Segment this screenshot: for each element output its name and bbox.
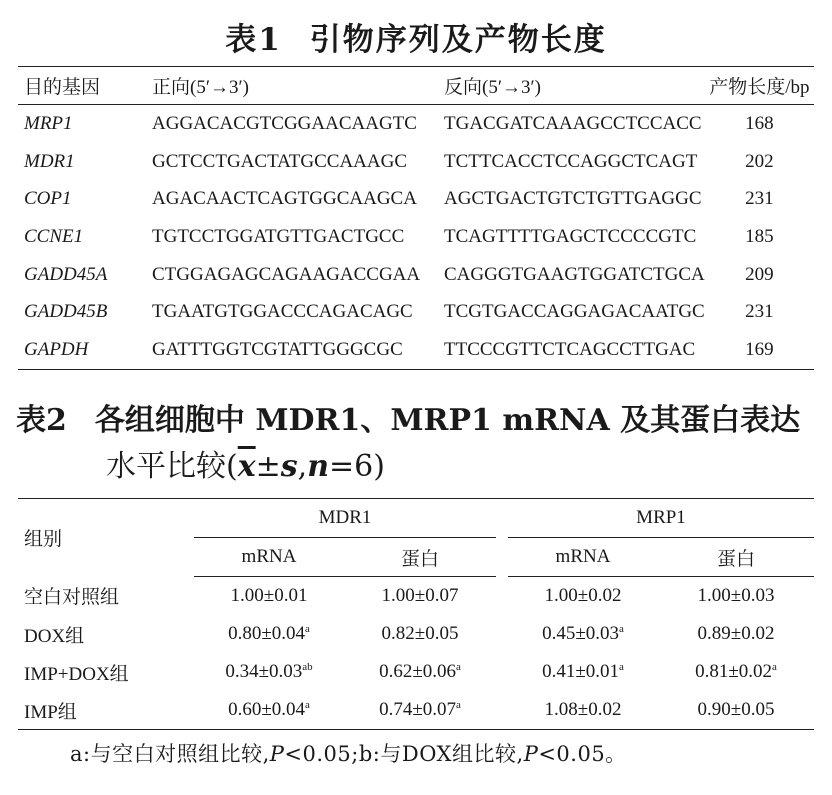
reverse-primer-cell: TCGTGACCAGGAGACAATGC [444,301,705,323]
gene-cell: COP1 [24,188,72,210]
value-text: 0.82±0.05 [381,623,459,644]
expression-table-body [18,577,814,730]
value-cell [194,691,344,730]
table2-number: 表2 [16,403,67,438]
product-length-cell: 169 [745,338,774,360]
value-cell [508,577,658,616]
value-cell [658,577,814,616]
forward-primer-cell: TGTCCTGGATGTTGACTGCC [152,225,405,247]
reverse-primer-cell: TTCCCGTTCTCAGCCTTGAC [444,338,696,360]
table1-title-text: 引物序列及产物长度 [309,22,607,58]
forward-primer-cell: GCTCCTGACTATGCCAAAGC [152,150,407,172]
value-text: 1.00±0.02 [544,585,622,606]
value-cell [194,615,344,653]
expression-row [18,615,814,653]
note-a: a:与空白对照组比较, [70,742,270,766]
group-cell: 空白对照组 [24,587,120,609]
value-cell [344,653,496,691]
product-length-cell: 231 [745,301,774,323]
primer-row [18,293,814,331]
significance-marker: ab [302,661,313,673]
primer-row [18,218,814,256]
value-text: 0.90±0.05 [697,699,775,720]
note-p2: P [523,742,539,766]
expression-row [18,577,814,616]
subheader-mdr1-mrna: mRNA [194,538,344,577]
subheader-mrp1-mrna: mRNA [508,538,658,577]
value-text: 0.34±0.03 [225,661,303,682]
value-cell [658,615,814,653]
forward-primer-cell: GATTTGGTCGTATTGGGCGC [152,338,403,360]
title-pm: ± [255,449,281,484]
value-text: 0.45±0.03 [542,623,620,644]
value-text: 0.62±0.06 [379,661,457,682]
value-text: 0.41±0.01 [542,661,620,682]
group-cell: IMP组 [24,701,77,723]
primer-row [18,256,814,294]
forward-primer-cell: AGACAACTCAGTGGCAAGCA [152,188,417,210]
gene-cell: MRP1 [24,112,73,134]
primer-row [18,143,814,181]
product-length-cell: 185 [745,225,774,247]
primer-table-header-row [18,67,814,105]
table2-title-line2 [16,444,800,490]
note-p1: P [269,742,285,766]
value-cell [508,653,658,691]
significance-marker: a [456,661,461,673]
header-group: 组别 [24,529,63,551]
note-b: b:与DOX组比较, [358,742,524,766]
reverse-primer-cell: AGCTGACTGTCTGTTGAGGC [444,188,702,210]
gene-cell: MDR1 [24,150,75,172]
note-a-tail: <0.05; [284,742,359,766]
product-length-cell: 202 [745,150,774,172]
value-cell [194,577,344,616]
value-text: 1.00±0.01 [230,585,308,606]
significance-marker: a [619,623,624,635]
table1-number: 表1 [225,22,282,58]
gene-cell: CCNE1 [24,225,84,247]
subheader-mrp1-protein: 蛋白 [658,538,814,577]
value-cell [508,691,658,730]
value-text: 0.81±0.02 [695,661,773,682]
title-comma: , [297,449,308,484]
title-prefix: 水平比较( [106,449,238,484]
table2-footnote [70,738,627,768]
product-length-cell: 168 [745,112,774,134]
significance-marker: a [305,699,310,711]
reverse-primer-cell: TCAGTTTTGAGCTCCCCGTC [444,225,697,247]
expression-table [18,498,814,730]
value-cell [344,615,496,653]
value-cell [344,577,496,616]
primer-row [18,331,814,369]
gene-cell: GAPDH [24,338,89,360]
header-gene: 目的基因 [18,67,152,105]
product-length-cell: 231 [745,188,774,210]
forward-primer-cell: AGGACACGTCGGAACAAGTC [152,112,417,134]
title-xbar: $\overline{x}$ [237,449,256,484]
value-text: 0.60±0.04 [228,699,306,720]
value-text: 0.74±0.07 [379,699,457,720]
significance-marker: a [305,623,310,635]
value-cell [344,691,496,730]
product-length-cell: 209 [745,263,774,285]
gene-cell: GADD45B [24,301,108,323]
primer-row [18,105,814,143]
expression-row [18,653,814,691]
reverse-primer-cell: TCTTCACCTCCAGGCTCAGT [444,150,698,172]
header-forward: 正向(5′→3′) [152,67,444,105]
header-reverse: 反向(5′→3′) [444,67,705,105]
value-text: 1.00±0.07 [381,585,459,606]
expression-header-row-1 [18,499,814,538]
subheader-mdr1-protein: 蛋白 [344,538,496,577]
note-b-tail: <0.05。 [538,742,627,766]
forward-primer-cell: TGAATGTGGACCCAGACAGC [152,301,413,323]
group-cell: DOX组 [24,625,85,647]
value-cell [658,653,814,691]
reverse-primer-cell: TGACGATCAAAGCCTCCACC [444,112,702,134]
value-cell [194,653,344,691]
header-length: 产物长度/bp [705,67,814,105]
title-s: s [280,449,298,484]
value-text: 0.80±0.04 [228,623,306,644]
significance-marker: a [619,661,624,673]
value-text: 1.08±0.02 [544,699,622,720]
title-n: n [307,449,329,484]
significance-marker: a [772,661,777,673]
value-cell [508,615,658,653]
table2-title-line1: 各组细胞中 MDR1、MRP1 mRNA 及其蛋白表达 [94,403,801,438]
header-mrp1: MRP1 [508,499,814,538]
value-cell [658,691,814,730]
table1-title [0,14,832,59]
value-text: 0.89±0.02 [697,623,775,644]
forward-primer-cell: CTGGAGAGCAGAAGACCGAA [152,263,421,285]
primer-table [18,66,814,370]
title-eq: =6) [329,449,385,484]
value-text: 1.00±0.03 [697,585,775,606]
gene-cell: GADD45A [24,263,108,285]
significance-marker: a [456,699,461,711]
header-mdr1: MDR1 [194,499,496,538]
primer-row [18,180,814,218]
expression-row [18,691,814,730]
table2-title [16,398,800,490]
primer-table-body [18,105,814,370]
reverse-primer-cell: CAGGGTGAAGTGGATCTGCA [444,263,705,285]
group-cell: IMP+DOX组 [24,663,129,685]
